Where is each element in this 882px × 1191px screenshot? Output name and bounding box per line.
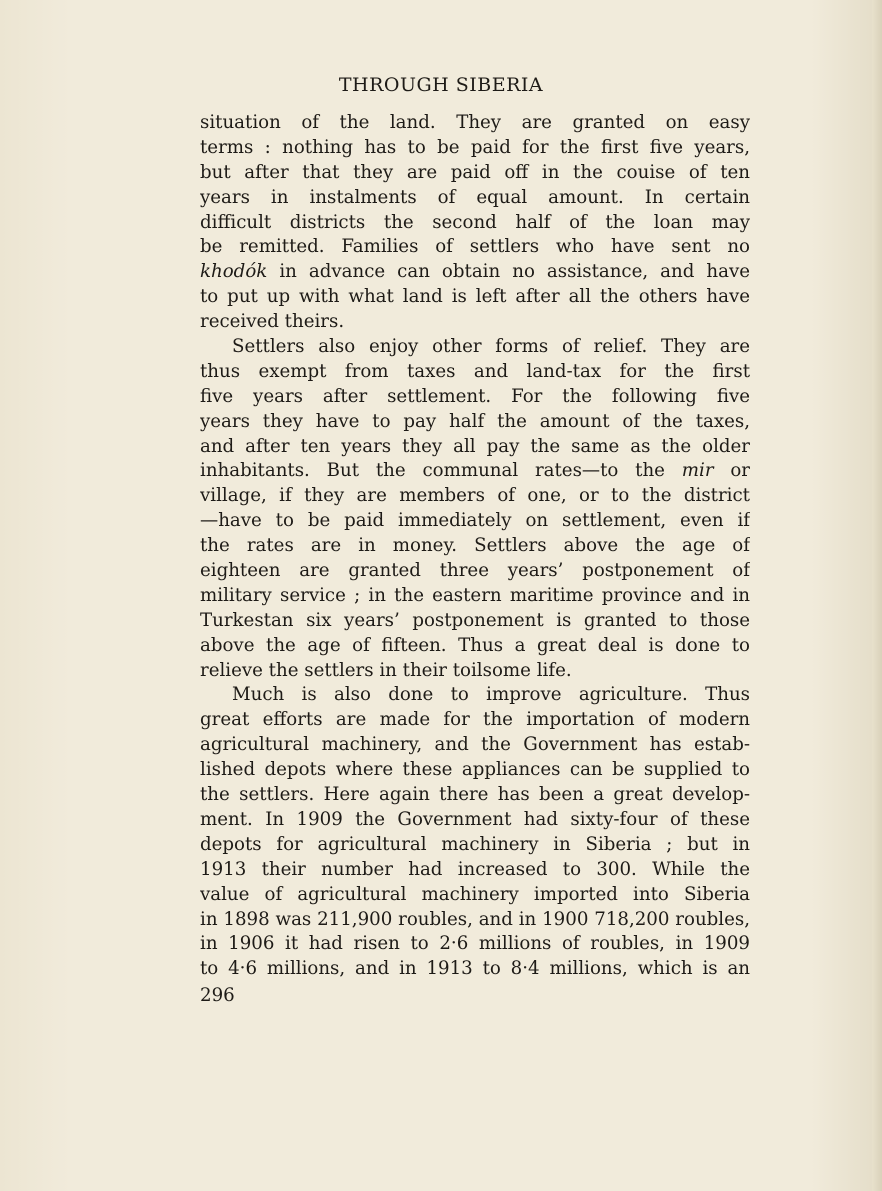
text-line: lished depots where these appliances can be supplied to [200, 759, 750, 781]
text-line: agricultural machinery, and the Government has estab- [200, 734, 750, 756]
text-line: difficult districts the second half of the loan may [200, 211, 750, 233]
text-line: eighteen are granted three years’ postponement of [200, 560, 750, 582]
text-line: received theirs. [200, 311, 345, 333]
text-line: years they have to pay half the amount of the taxes, [200, 410, 750, 432]
text-line: khodók in advance can obtain no assistance, and have [200, 261, 750, 283]
text-line: inhabitants. But the communal rates—to the mir or [200, 460, 750, 482]
italic-term: mir [681, 460, 714, 482]
text-line: Turkestan six years’ postponement is granted to those [200, 609, 750, 631]
text-line: the rates are in money. Settlers above the age of [200, 535, 750, 557]
text-line: the settlers. Here again there has been a great develop- [200, 784, 750, 806]
text-line: great efforts are made for the importation of modern [200, 709, 750, 731]
text-line: 1913 their number had increased to 300. While the [200, 858, 750, 880]
text-line: ment. In 1909 the Government had sixty-four of these [200, 808, 750, 830]
text-line: in 1906 it had risen to 2·6 millions of roubles, in 1909 [200, 933, 750, 955]
text-line: depots for agricultural machinery in Siberia ; but in [200, 833, 750, 855]
text-line: thus exempt from taxes and land-tax for the first [200, 360, 750, 382]
text-line: Much is also done to improve agriculture. Thus [232, 684, 750, 706]
page-edge [872, 0, 882, 1191]
body-text [200, 111, 750, 982]
text-line: but after that they are paid off in the couise of ten [200, 161, 750, 183]
text-line: military service ; in the eastern maritime province and in [200, 584, 750, 606]
text-line: terms : nothing has to be paid for the first five years, [200, 136, 750, 158]
text-line: situation of the land. They are granted on easy [200, 112, 750, 133]
text-line: Settlers also enjoy other forms of relief. They are [232, 336, 750, 358]
text-line: to put up with what land is left after all the others have [200, 286, 750, 308]
text-line: village, if they are members of one, or to the district [200, 485, 750, 507]
text-line: —have to be paid immediately on settlement, even if [200, 510, 750, 532]
text-line: to 4·6 millions, and in 1913 to 8·4 millions, which is an [200, 958, 750, 980]
page-number: 296 [200, 985, 235, 1006]
text-line: in 1898 was 211,900 roubles, and in 1900 718,200 roubles, [200, 908, 750, 930]
italic-term: khodók [200, 261, 268, 283]
text-line: years in instalments of equal amount. In certain [200, 186, 750, 208]
text-line: above the age of fifteen. Thus a great deal is done to [200, 634, 750, 656]
text-line: value of agricultural machinery imported into Siberia [200, 883, 750, 905]
text-line: be remitted. Families of settlers who have sent no [200, 236, 750, 258]
text-line: relieve the settlers in their toilsome life. [200, 659, 572, 681]
text-line: and after ten years they all pay the same as the older [200, 435, 750, 457]
running-header: THROUGH SIBERIA [338, 74, 544, 96]
text-line: five years after settlement. For the following five [200, 385, 750, 407]
